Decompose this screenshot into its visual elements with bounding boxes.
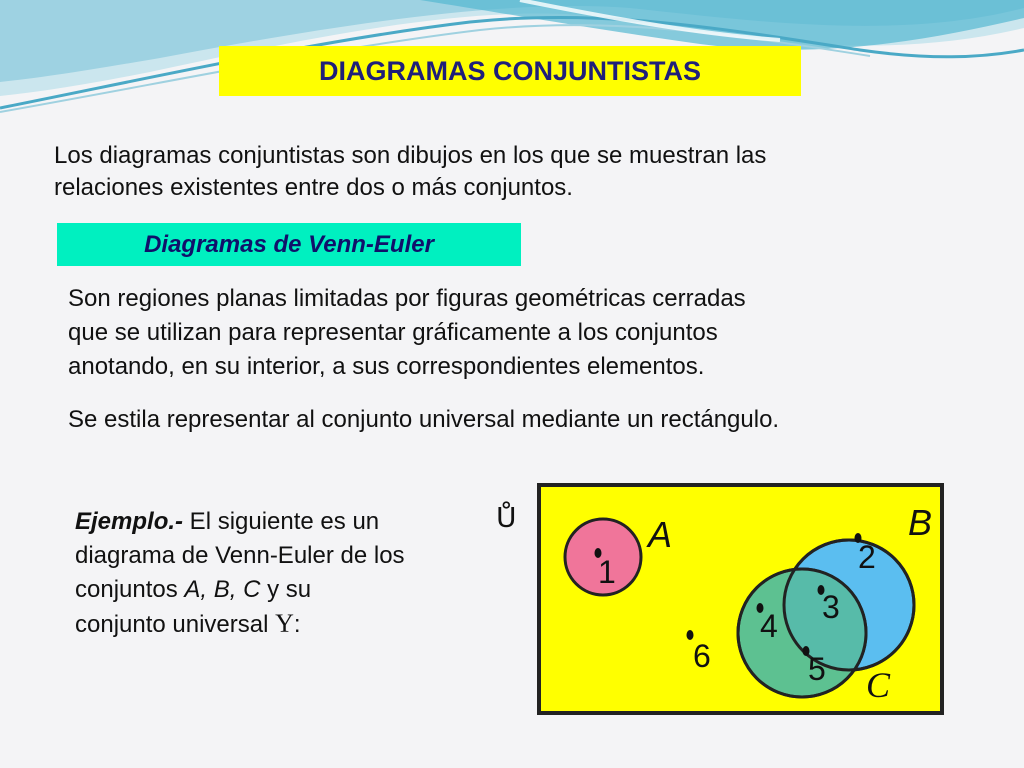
example-text: conjunto universal [75,611,276,638]
example-text: El siguiente es un [183,508,380,535]
example-text: : [293,611,301,638]
element-6: 6 [693,638,711,674]
element-3: 3 [822,589,840,625]
definition-paragraph [68,282,948,384]
element-1: 1 [598,554,616,590]
example-text: conjuntos [75,576,185,603]
intro-line: Los diagramas conjuntistas son dibujos en los que se muestran las [54,142,767,169]
intro-paragraph [54,140,954,204]
example-text: y su [260,576,312,603]
intro-line: relaciones existentes entre dos o más conjuntos. [54,174,573,201]
section-subtitle: Diagramas de Venn-Euler [57,223,521,266]
universal-set-note [68,403,948,437]
set-b-label: B [908,502,933,543]
element-5: 5 [808,651,826,687]
universe-symbol-inline: Υ [275,609,294,638]
set-a-label: A [648,514,673,555]
example-line-4 [75,607,495,642]
set-c-label: C [866,665,891,705]
venn-diagram [488,475,958,725]
element-2: 2 [858,539,876,575]
universal-set-line: Se estila representar al conjunto universal mediante un rectángulo. [68,406,780,433]
definition-line: anotando, en su interior, a sus correspondientes elementos. [68,353,705,380]
element-4: 4 [760,608,778,644]
example-line-1 [75,505,495,539]
example-line-3 [75,573,495,607]
example-set-names: A, B, C [184,576,261,603]
example-line-2: diagrama de Venn-Euler de los [75,542,405,569]
example-paragraph [75,505,495,642]
slide-title: DIAGRAMAS CONJUNTISTAS [219,46,801,96]
definition-line: que se utilizan para representar gráficamente a los conjuntos [68,319,718,346]
universe-symbol: Ů [496,501,517,534]
definition-line: Son regiones planas limitadas por figuras geométricas cerradas [68,285,746,312]
example-label: Ejemplo.- [75,508,184,535]
